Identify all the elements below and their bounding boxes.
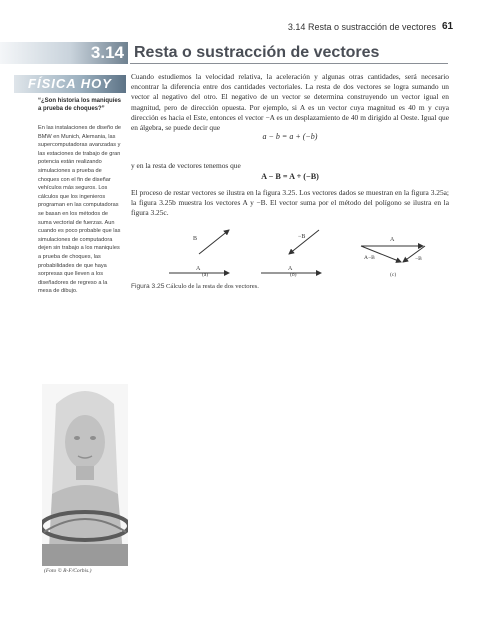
page-number: 61 <box>442 21 454 32</box>
section-rule <box>130 63 448 64</box>
fisica-hoy-banner: FÍSICA HOY <box>14 75 126 93</box>
body-paragraph-1: Cuando estudiemos la velocidad relativa, la aceleración y algunas otras cantidades, será necesario encontrar la diferencia entre dos cantidades vectoriales. La resta de dos vectores se logra sumando un vector al negativo del otro. El negativo de un vector se determina construyendo un vector igual en magnitud, pero de dirección opuesta. Por ejemplo, si A es un vector cuya magnitud es 40 m y cuya dirección es hacia el Este, entonces el vector −A es un desplazamiento de 40 m dirigido al Oeste. Igual que en álgebra, se puede decir que <box>131 72 449 133</box>
label-neg-b: −B <box>415 256 422 262</box>
figure-panel-a <box>169 230 229 273</box>
label-a: A <box>196 266 201 272</box>
subfigure-label-b: (b) <box>290 272 297 278</box>
figure-panel-b <box>261 230 321 273</box>
label-a: A <box>288 266 293 272</box>
label-neg-b: −B <box>298 234 306 240</box>
label-b: B <box>193 236 198 242</box>
figure-3-25 <box>165 222 435 276</box>
photo-credit: (Foto © R-F/Corbis.) <box>44 568 92 574</box>
equation-vector: A − B = A + (−B) <box>261 172 319 181</box>
figure-caption <box>131 283 259 290</box>
figure-caption-text: Cálculo de la resta de dos vectores. <box>166 283 259 290</box>
sidebar-question: “¿Son historia los maniquíes a prueba de choques?” <box>38 98 122 113</box>
running-header-title: 3.14 Resta o sustracción de vectores <box>287 22 436 32</box>
figure-panel-c <box>361 237 425 262</box>
vector-b-arrow <box>199 230 229 254</box>
subfigure-label-a: (a) <box>202 272 209 278</box>
section-title: Resta o sustracción de vectores <box>134 44 380 61</box>
label-a-minus-b: A−B <box>364 255 375 261</box>
subfigure-label-c: (c) <box>390 272 397 278</box>
body-paragraph-3: El proceso de restar vectores se ilustra en la figura 3.25. Los vectores dados se muestran en la figura 3.25a; la figura 3.25b muestra los vectores A y −B. El vector suma por el método del polígono se ilustra en la figura 3.25c. <box>131 188 449 218</box>
figure-caption-label: Figura 3.25 <box>131 283 165 290</box>
body-paragraph-2: y en la resta de vectores tenemos que <box>131 161 241 170</box>
equation-scalar: a − b = a + (−b) <box>262 132 318 141</box>
section-number: 3.14 <box>90 43 124 62</box>
crash-dummy-photo <box>42 384 128 566</box>
crash-dummy-illustration <box>42 384 128 566</box>
label-a: A <box>390 237 395 243</box>
sidebar-body: En las instalaciones de diseño de BMW en Munich, Alemania, las supercomputadoras avanzadas y las estaciones de trabajo de gran potencia están realizando simulaciones a prueba de choques con el fin de diseñar vehículos más seguros. Los cálculos que los ingenieros programan en las computadoras se basan en los métodos de suma vectorial de fuerzas. Aun cuando es poco probable que las simulaciones de computadora dejen sin trabajo a los maniquíes a prueba de choques, las probabilidades de que haya sorpresas que lleven a los diseñadores de regreso a la mesa de dibujo. <box>38 125 122 295</box>
